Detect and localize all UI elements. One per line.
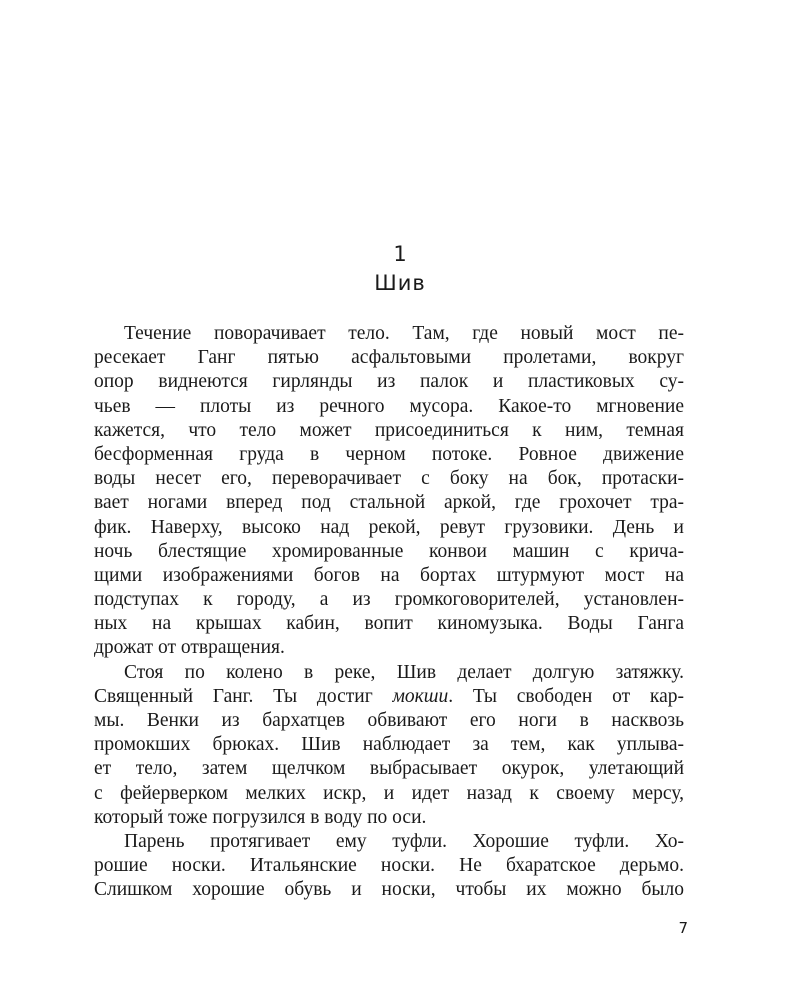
- text-line: кажется, что тело может присоединиться к ним, темная: [94, 419, 684, 441]
- body-text: [94, 322, 684, 903]
- text-line: подступах к городу, а из громкоговорителей, установлен-: [94, 589, 684, 611]
- text-line: дрожат от отвращения.: [94, 637, 285, 659]
- text-line: ных на крышах кабин, вопит киномузыка. Воды Ганга: [94, 613, 684, 635]
- text-line: с фейерверком мелких искр, и идет назад к своему мерсу,: [94, 782, 684, 804]
- chapter-number: 1: [393, 242, 407, 266]
- text-line: щими изображениями богов на бортах штурмуют мост на: [94, 564, 684, 586]
- page-number: 7: [678, 919, 688, 937]
- text-line: опор виднеются гирлянды из палок и пластиковых су-: [94, 371, 684, 393]
- text-line: Парень протягивает ему туфли. Хорошие туфли. Хо-: [124, 830, 684, 852]
- text-line: промокших брюках. Шив наблюдает за тем, как уплыва-: [94, 734, 684, 756]
- text-line: воды несет его, переворачивает с боку на бок, протаски-: [94, 468, 684, 490]
- text-line: ресекает Ганг пятью асфальтовыми пролетами, вокруг: [94, 347, 684, 369]
- text-line: ет тело, затем щелчком выбрасывает окурок, улетающий: [94, 758, 684, 780]
- text-line: Течение поворачивает тело. Там, где новый мост пе-: [124, 323, 684, 344]
- text-line: фик. Наверху, высоко над рекой, ревут грузовики. День и: [94, 516, 684, 538]
- text-segment: . Ты свободен от кар-: [448, 685, 684, 707]
- text-line-with-italic: [94, 685, 684, 709]
- text-line: бесформенная груда в черном потоке. Ровное движение: [94, 443, 684, 465]
- text-line: Стоя по колено в реке, Шив делает долгую затяжку.: [124, 661, 684, 683]
- text-line: рошие носки. Итальянские носки. Не бхаратское дерьмо.: [94, 855, 684, 877]
- text-segment: Священный Ганг. Ты достиг: [94, 685, 393, 707]
- text-line: который тоже погрузился в воду по оси.: [94, 806, 427, 828]
- text-line: мы. Венки из бархатцев обвивают его ноги в насквозь: [94, 710, 684, 731]
- text-line: вает ногами вперед под стальной аркой, где грохочет тра-: [94, 492, 684, 514]
- text-line: ночь блестящие хромированные конвои машин с крича-: [94, 540, 684, 562]
- italic-term: мокши: [392, 685, 449, 707]
- chapter-title: Шив: [374, 271, 426, 295]
- text-line: чьев — плоты из речного мусора. Какое-то мгновение: [94, 395, 684, 417]
- text-line: Слишком хорошие обувь и носки, чтобы их можно было: [94, 879, 684, 901]
